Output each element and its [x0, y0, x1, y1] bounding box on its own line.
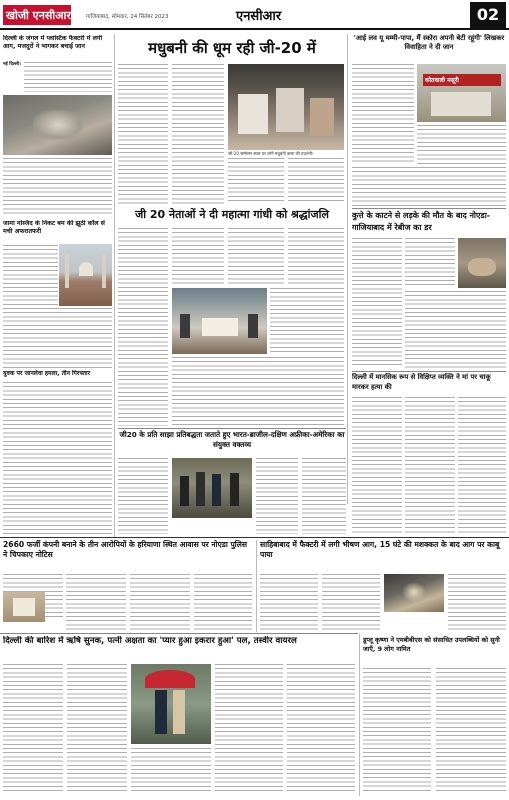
g20-body-2 [172, 64, 224, 204]
company-headline: 2660 फर्जी कंपनी बनाने के तीन आरोपियों के हरियाणा स्थित आवास पर नोएडा पुलिस ने चिपकाए नोटिस [3, 540, 248, 559]
section-title: एनसीआर [236, 9, 282, 24]
sunak-photo [131, 664, 211, 744]
rajghat-body-2 [172, 228, 224, 284]
rajghat-body-4 [288, 228, 344, 284]
suicide-body-1 [352, 64, 414, 164]
plastic-body [24, 62, 112, 92]
divider-bottom [0, 537, 509, 538]
police-sign-text: कोतवाली मसूरी [425, 77, 459, 84]
rajghat-body-3 [228, 228, 284, 284]
suicide-body-3 [352, 167, 506, 207]
sunak-body-1 [3, 664, 63, 794]
dateline: गाजियाबाद, सोमवार, 24 सितंबर 2023 [86, 14, 169, 20]
divider-dog [352, 208, 506, 209]
sunak-body-5 [287, 664, 355, 794]
g20-photo [228, 64, 344, 150]
rajghat-body-6 [172, 357, 344, 426]
divider-sunak [0, 633, 358, 634]
dupli-headline: डूप्लू कृष्णा ने एमबीबीएस को संसाधित उपलब्धियों को सुनी जाएँ, 9 लोग नामित [363, 636, 500, 653]
fraud-headline: युवक पर जानलेवा हमला, तीन गिरफ्तार [3, 370, 91, 377]
notice-photo [3, 592, 45, 622]
mosque-body [3, 245, 58, 305]
masthead [0, 0, 509, 30]
divider-ib [118, 428, 346, 429]
plastic-body-2 [3, 158, 112, 216]
dog-headline: कुत्ते के काटने से लड़के की मौत के बाद नोएडा-गाजियाबाद में रेबीज का डर [352, 211, 491, 232]
g20-body-4 [288, 158, 344, 204]
cop-body-3 [458, 397, 506, 534]
fire-body-2 [322, 574, 380, 630]
rajghat-photo [172, 288, 267, 354]
brand-name: खोजी एनसीआर [6, 9, 71, 22]
dog-body-2 [405, 238, 455, 288]
india-brazil-headline: जी20 के प्रति साझा प्रतिबद्धता जताते हुए भारत-ब्राजील-दक्षिण अफ्रीका-अमेरिका का संयुक्त वक्तव्य [119, 430, 345, 449]
divider-bottom-mid [256, 540, 257, 632]
page-number: 02 [470, 2, 506, 28]
g20-body-3 [228, 158, 284, 204]
company-body-3 [130, 574, 190, 630]
dupli-body-2 [436, 668, 506, 794]
mosque-photo [59, 244, 112, 306]
fire-body-1 [260, 574, 318, 630]
mosque-body-2 [3, 308, 112, 368]
g20-body-1 [118, 64, 168, 204]
ib-body-3 [302, 458, 346, 534]
g20-headline: मधुबनी की धूम रही जी-20 में [148, 39, 316, 57]
company-body-4 [194, 574, 252, 630]
sunak-body-3 [131, 748, 211, 794]
fire-body-3 [448, 574, 506, 630]
divider-cop [352, 371, 506, 372]
fire-photo [3, 95, 112, 155]
suicide-headline: 'आई लव यू मम्मी-पापा, मैं स्कोरा अपनी बेटी रहूंगी' लिखकर विवाहिता ने दी जान [353, 34, 505, 51]
rajghat-body-5 [270, 288, 344, 354]
dog-body-1 [352, 238, 402, 368]
rajghat-body-1 [118, 228, 168, 426]
sunak-headline: दिल्ली की बारिश में ऋषि सुनक, पत्नी अक्षता का 'प्यार हुआ इकरार हुआ' पल, तस्वीर वायरल [3, 636, 297, 646]
summit-photo [172, 458, 252, 518]
cop-body-1 [352, 397, 402, 534]
dupli-body-1 [363, 668, 431, 794]
cop-body-2 [405, 397, 455, 534]
dog-photo [458, 238, 506, 288]
company-body-2 [66, 574, 126, 630]
ib-body-2 [256, 458, 298, 534]
factory-fire-photo [384, 574, 444, 612]
divider-mid [347, 34, 348, 504]
police-station-photo [417, 64, 506, 122]
suicide-body-2 [417, 125, 506, 164]
rajghat-headline: जी 20 नेताओं ने दी महात्मा गांधी को श्रद्धांजलि [135, 208, 329, 221]
mosque-headline: जामा मस्जिद के निकट बम की झूठी कॉल से मची अफरातफरी [3, 220, 105, 235]
divider-bottom-right [359, 634, 360, 796]
ib-body-1 [118, 458, 168, 534]
sunak-body-2 [67, 664, 127, 794]
fraud-body [3, 382, 112, 534]
dog-body-3 [405, 291, 506, 368]
plastic-headline: दिल्ली के जंगल में प्लास्टिक फैक्टरी में लगी आग, मजदूरों ने भागकर बचाई जान [3, 35, 103, 50]
factory-fire-headline: साहिबाबाद में फैक्टरी में लगी भीषण आग, 15 घंटे की मशक्कत के बाद आग पर काबू पाया [260, 540, 500, 559]
plastic-dateline: नई दिल्ली। [3, 62, 21, 67]
sunak-body-4 [215, 664, 283, 794]
g20-caption: जी-20 सम्मेलन स्थल पर लगी मधुबनी कला की प्रदर्शनी। [228, 151, 314, 156]
cop-headline: दिल्ली में मानसिक रूप से विक्षिप्त व्यक्ति ने मां पर चाकू मारकर हत्या की [352, 373, 491, 391]
divider-left [114, 34, 115, 537]
